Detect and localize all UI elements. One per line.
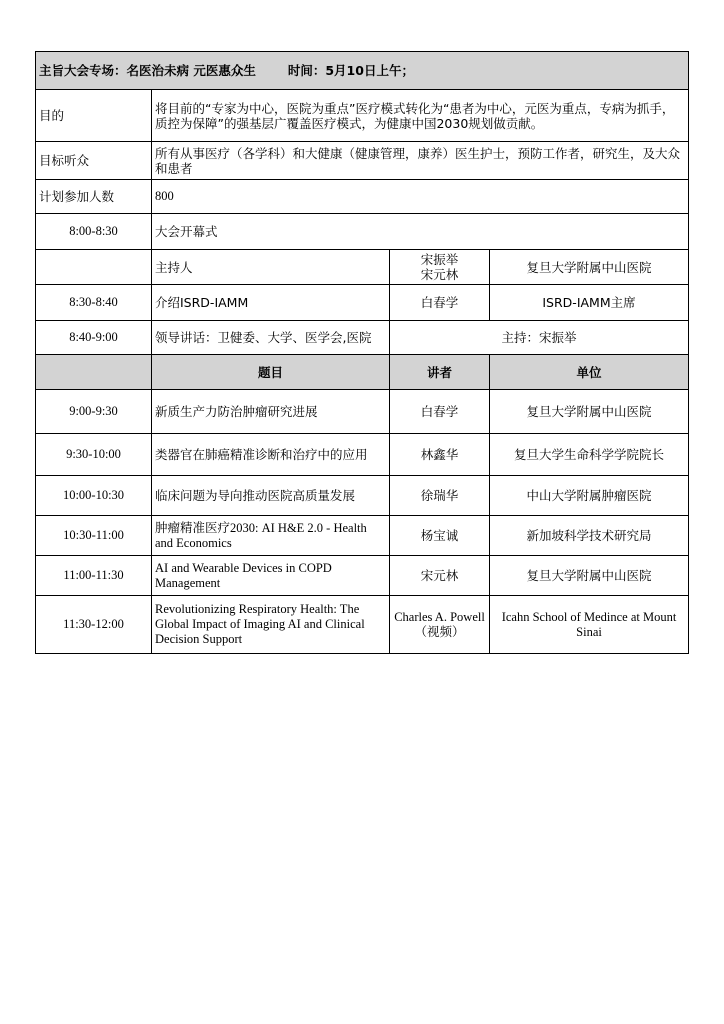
participants-value: 800 <box>152 180 689 214</box>
talk-speaker: 徐瑞华 <box>390 476 490 516</box>
session-header <box>36 52 689 90</box>
participants-label: 计划参加人数 <box>36 180 152 214</box>
audience-text: 所有从事医疗（各学科）和大健康（健康管理，康养）医生护士，预防工作者，研究生，及大众和患者 <box>152 142 689 180</box>
audience-row <box>36 142 689 180</box>
talk-time: 9:00-9:30 <box>36 390 152 434</box>
host-unit: 复旦大学附属中山医院 <box>490 250 689 285</box>
leaders-title: 领导讲话：卫健委、大学、医学会,医院 <box>152 321 390 355</box>
talk-topic: Revolutionizing Respiratory Health: The Global Impact of Imaging AI and Clinical Decision Support <box>152 596 390 654</box>
table-row <box>36 516 689 556</box>
talk-speaker: Charles A. Powell （视频） <box>390 596 490 654</box>
talk-time: 10:30-11:00 <box>36 516 152 556</box>
talk-topic: 肿瘤精准医疗2030: AI H&E 2.0 - Health and Economics <box>152 516 390 556</box>
column-header-time <box>36 355 152 390</box>
intro-speaker: 白春学 <box>390 285 490 321</box>
talk-speaker: 宋元林 <box>390 556 490 596</box>
talk-speaker: 林鑫华 <box>390 434 490 476</box>
table-row <box>36 596 689 654</box>
session-time: 时间：5月10日上午； <box>287 63 414 78</box>
host-row <box>36 250 689 285</box>
talk-unit: 复旦大学生命科学学院院长 <box>490 434 689 476</box>
session-header-row <box>36 52 689 90</box>
talk-unit: Icahn School of Medince at Mount Sinai <box>490 596 689 654</box>
column-header-unit: 单位 <box>490 355 689 390</box>
audience-label: 目标听众 <box>36 142 152 180</box>
talk-time: 9:30-10:00 <box>36 434 152 476</box>
purpose-text: 将目前的“专家为中心，医院为重点”医疗模式转化为“患者为中心，元医为重点，专病为抓手，质控为保障”的强基层广覆盖医疗模式，为健康中国2030规划做贡献。 <box>152 90 689 142</box>
column-header-speaker: 讲者 <box>390 355 490 390</box>
opening-row <box>36 214 689 250</box>
talk-topic: AI and Wearable Devices in COPD Management <box>152 556 390 596</box>
session-title: 主旨大会专场：名医治未病 元医惠众生 <box>39 63 256 78</box>
talk-unit: 复旦大学附属中山医院 <box>490 390 689 434</box>
talk-speaker: 白春学 <box>390 390 490 434</box>
column-header-topic: 题目 <box>152 355 390 390</box>
leaders-time: 8:40-9:00 <box>36 321 152 355</box>
opening-time: 8:00-8:30 <box>36 214 152 250</box>
intro-title: 介绍ISRD-IAMM <box>152 285 390 321</box>
talk-time: 11:00-11:30 <box>36 556 152 596</box>
host-speakers: 宋振举 宋元林 <box>390 250 490 285</box>
talk-time: 11:30-12:00 <box>36 596 152 654</box>
intro-unit: ISRD-IAMM主席 <box>490 285 689 321</box>
table-row <box>36 434 689 476</box>
talk-topic: 类器官在肺癌精准诊断和治疗中的应用 <box>152 434 390 476</box>
host-time <box>36 250 152 285</box>
talk-topic: 新质生产力防治肿瘤研究进展 <box>152 390 390 434</box>
host-label: 主持人 <box>152 250 390 285</box>
intro-row <box>36 285 689 321</box>
talk-topic: 临床问题为导向推动医院高质量发展 <box>152 476 390 516</box>
talk-unit: 中山大学附属肿瘤医院 <box>490 476 689 516</box>
purpose-row <box>36 90 689 142</box>
talk-time: 10:00-10:30 <box>36 476 152 516</box>
intro-time: 8:30-8:40 <box>36 285 152 321</box>
column-header-row <box>36 355 689 390</box>
participants-row <box>36 180 689 214</box>
talk-unit: 复旦大学附属中山医院 <box>490 556 689 596</box>
leaders-host: 主持：宋振举 <box>390 321 689 355</box>
table-row <box>36 390 689 434</box>
purpose-label: 目的 <box>36 90 152 142</box>
table-row <box>36 556 689 596</box>
talk-unit: 新加坡科学技术研究局 <box>490 516 689 556</box>
opening-title: 大会开幕式 <box>152 214 689 250</box>
agenda-table <box>35 51 689 654</box>
table-row <box>36 476 689 516</box>
leaders-row <box>36 321 689 355</box>
talk-speaker: 杨宝诚 <box>390 516 490 556</box>
